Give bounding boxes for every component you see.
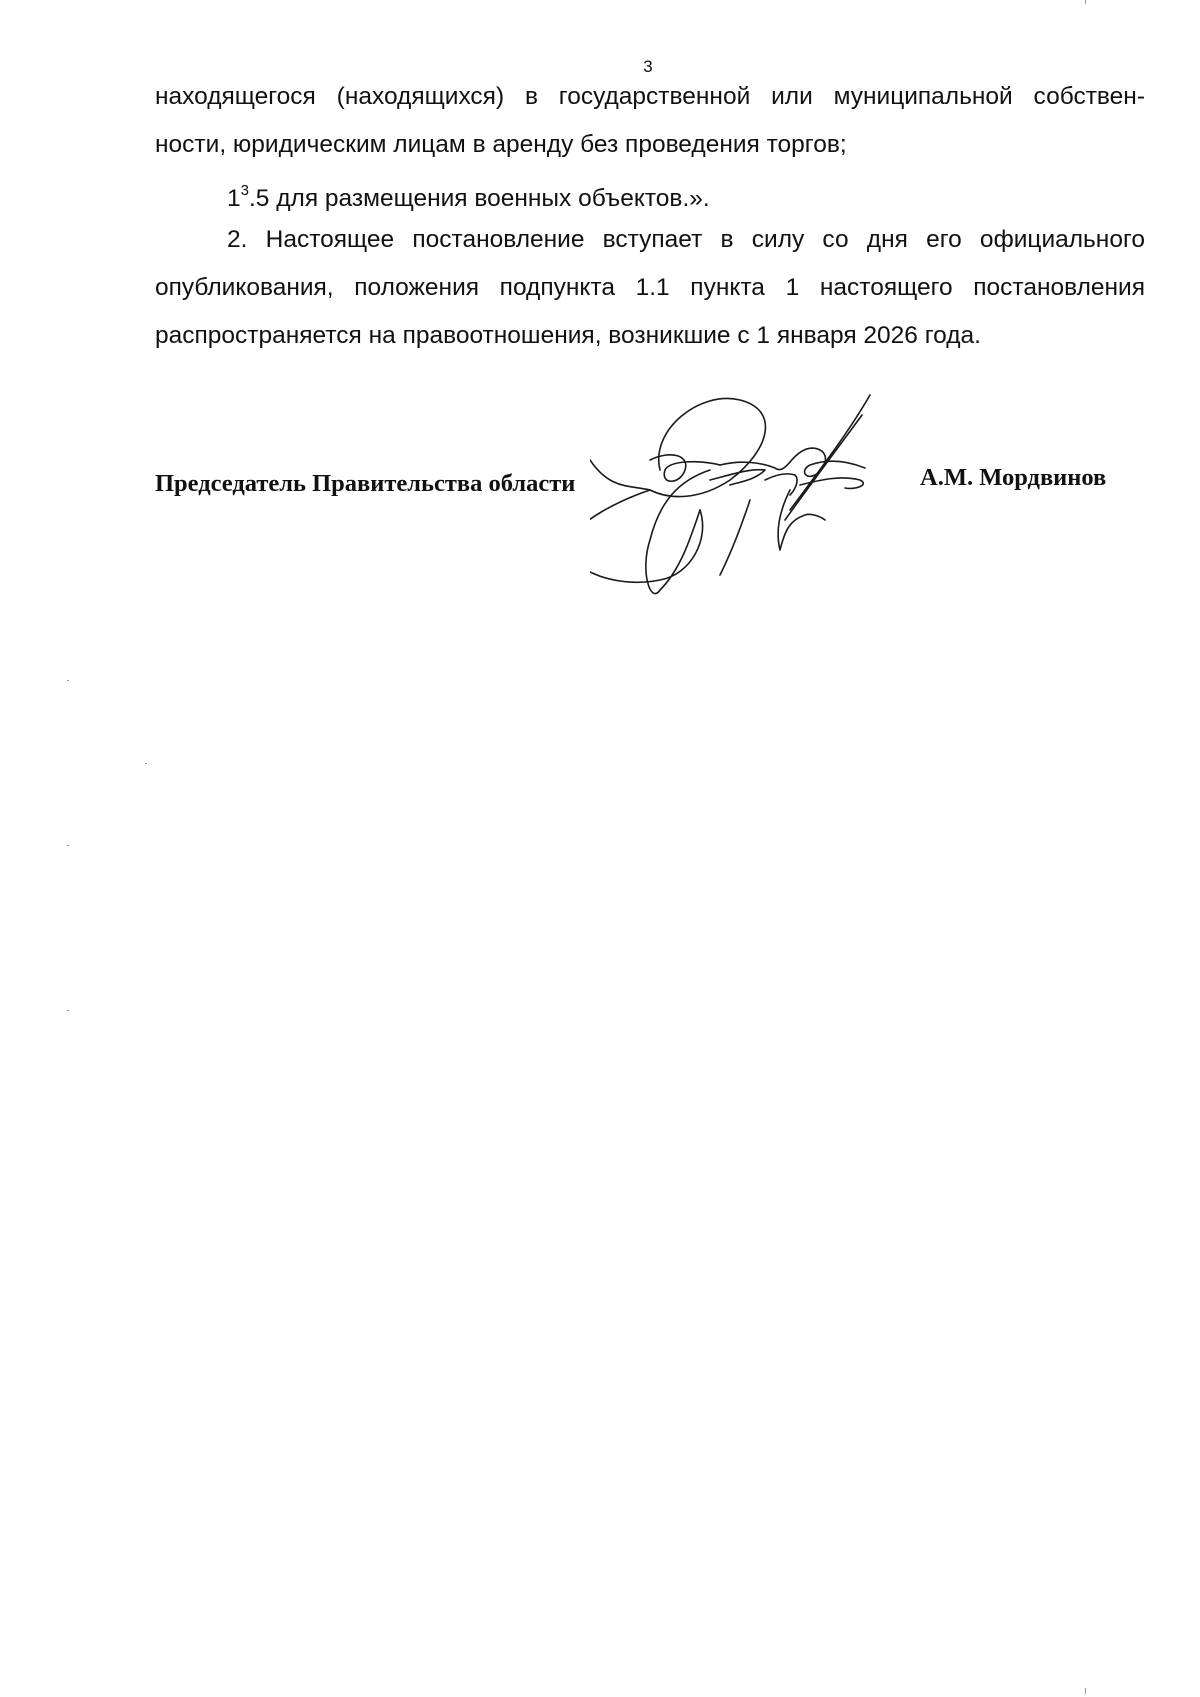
scan-speck [67, 1010, 69, 1011]
scan-speck [1085, 1688, 1086, 1694]
handwritten-signature [590, 390, 910, 610]
signatory-name: А.М. Мордвинов [920, 464, 1107, 491]
scan-speck [1085, 0, 1086, 4]
paragraph-line: опубликования, положения подпункта 1.1 пункта 1 настоящего постановления [155, 274, 1145, 301]
paragraph-entry-into-force [155, 216, 1145, 360]
paragraph-line: находящегося (находящихся) в государственной или муниципальной собствен- [155, 83, 1145, 110]
paragraph-land-lease [155, 73, 1145, 169]
page-number: 3 [643, 57, 653, 76]
scan-speck [67, 845, 69, 846]
item-text: .5 для размещения военных объектов.». [248, 185, 710, 212]
signatory-title: Председатель Правительства области [155, 470, 576, 497]
paragraph-line: распространяется на правоотношения, возникшие с 1 января 2026 года. [155, 322, 981, 349]
paragraph-line: ности, юридическим лицам в аренду без проведения торгов; [155, 131, 847, 158]
item-number: 1 [227, 185, 241, 212]
item-superscript: 3 [240, 181, 249, 199]
scan-speck [145, 763, 147, 764]
paragraph-line: 2. Настоящее постановление вступает в силу со дня его официального [227, 226, 1145, 253]
scan-speck [67, 680, 69, 681]
